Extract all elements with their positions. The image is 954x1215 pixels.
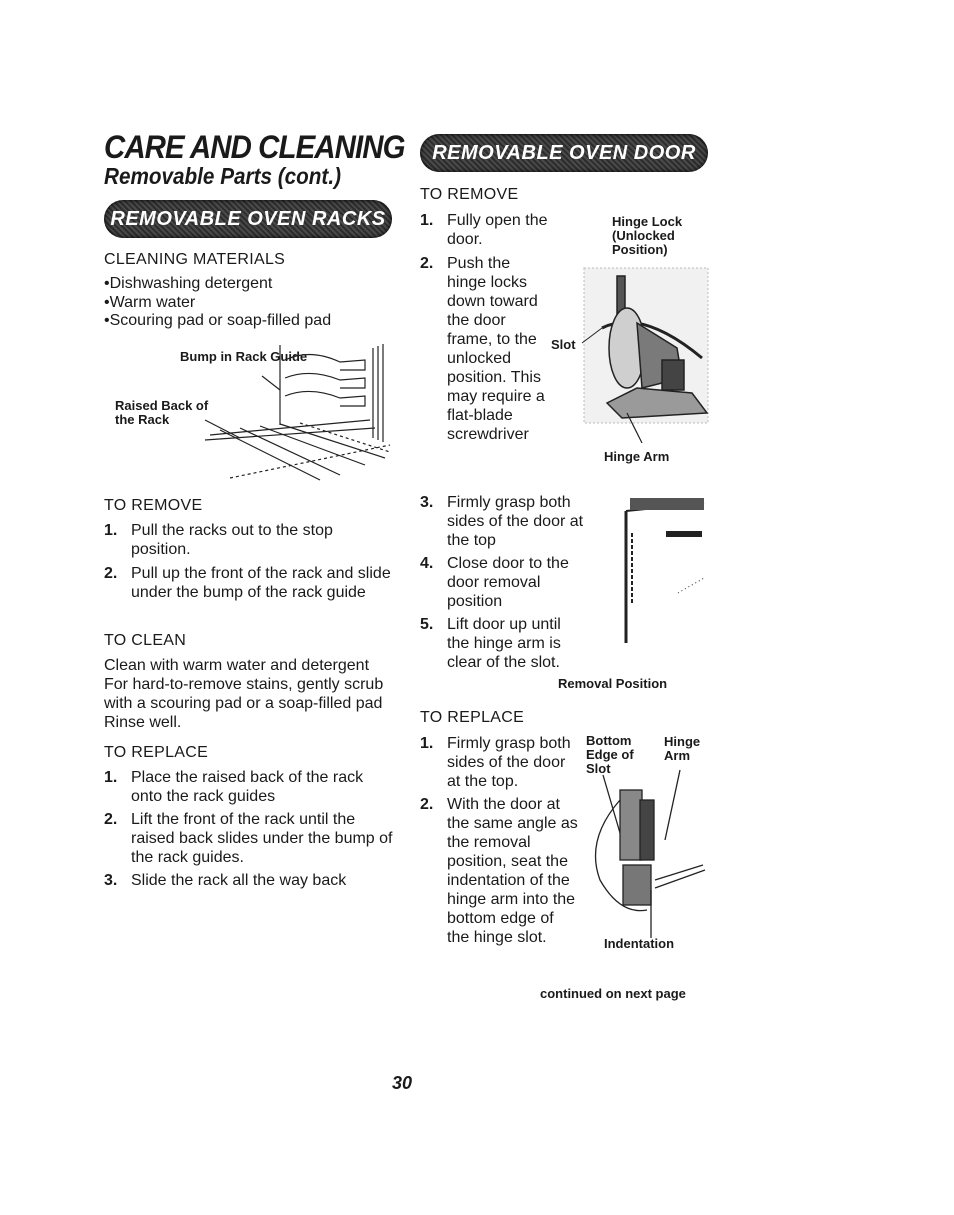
step-number: 2. [104, 811, 118, 828]
removal-position-label: Removal Position [558, 676, 668, 691]
door-remove-steps-b [420, 493, 585, 672]
hinge-lock-illustration [582, 268, 710, 448]
racks-clean-text: Clean with warm water and detergent For hard-to-remove stains, gently scrub with a scouring pad or a soap-filled pad Rinse well. [104, 657, 384, 731]
step-number: 1. [104, 769, 118, 786]
hinge-lock-label: Hinge Lock (Unlocked Position) [612, 214, 683, 257]
list-item: 2. With the door at the same angle as the removal position, seat the indentation of the hinge arm into the bottom edge of the hinge slot. [420, 796, 578, 946]
step-number: 2. [420, 796, 434, 813]
list-item: 4. Close door to the door removal position [420, 555, 569, 610]
step-number: 3. [420, 494, 434, 511]
bump-label: Bump in Rack Guide [180, 349, 308, 364]
door-banner: REMOVABLE OVEN DOOR [420, 134, 708, 172]
list-item: 2. Lift the front of the rack until the raised back slides under the bump of the rack guides. [104, 811, 393, 866]
page-number: 30 [392, 1073, 413, 1093]
list-item: 1. Firmly grasp both sides of the door at the top. [420, 735, 571, 790]
list-item: 1. Fully open the door. [420, 212, 548, 248]
step-number: 4. [420, 555, 434, 572]
list-item: 1. Place the raised back of the rack onto the rack guides [104, 769, 364, 805]
list-item: • Warm water [104, 294, 394, 313]
raised-back-label: Raised Back of the Rack [115, 398, 209, 427]
step-number: 1. [420, 212, 434, 229]
hinge-replace-illustration [585, 770, 710, 940]
door-remove-heading: TO REMOVE [420, 186, 519, 203]
racks-remove-steps [104, 521, 394, 602]
racks-clean-heading: TO CLEAN [104, 632, 187, 649]
hinge-arm-label-2: Hinge Arm [664, 734, 701, 763]
step-number: 1. [104, 522, 118, 539]
section-subtitle: Removable Parts (cont.) [104, 163, 341, 189]
racks-banner: REMOVABLE OVEN RACKS [104, 200, 392, 238]
rack-illustration [200, 340, 395, 480]
step-number: 1. [420, 735, 434, 752]
step-number: 2. [104, 565, 118, 582]
list-item: 5. Lift door up until the hinge arm is clear of the slot. [420, 616, 561, 671]
list-item: 2. Push the hinge locks down toward the door frame, to the unlocked position. This may require a flat-blade screwdriver [420, 255, 545, 443]
door-replace-heading: TO REPLACE [420, 709, 525, 726]
racks-replace-heading: TO REPLACE [104, 744, 209, 761]
list-item: 3. Slide the rack all the way back [104, 872, 347, 889]
list-item: 3. Firmly grasp both sides of the door at the top [420, 494, 584, 549]
door-remove-steps-a [420, 211, 580, 444]
list-item: 2. Pull up the front of the rack and slide under the bump of the rack guide [104, 565, 391, 601]
list-item: • Dishwashing detergent [104, 275, 394, 294]
hinge-arm-label: Hinge Arm [604, 449, 670, 464]
list-item: 1. Pull the racks out to the stop position. [104, 522, 333, 558]
bottom-edge-label: Bottom Edge of Slot [586, 733, 634, 776]
step-number: 5. [420, 616, 434, 633]
list-item: • Scouring pad or soap-filled pad [104, 312, 394, 331]
slot-label: Slot [551, 337, 576, 352]
continued-note: continued on next page [540, 986, 686, 1001]
removal-position-illustration [618, 493, 710, 663]
door-replace-steps [420, 734, 580, 947]
section-title: CARE AND CLEANING [104, 129, 405, 165]
step-number: 2. [420, 255, 434, 272]
materials-heading: CLEANING MATERIALS [104, 251, 286, 268]
racks-remove-heading: TO REMOVE [104, 497, 203, 514]
indentation-label: Indentation [604, 936, 675, 951]
racks-replace-steps [104, 768, 396, 890]
materials-list [104, 275, 394, 331]
step-number: 3. [104, 872, 118, 889]
